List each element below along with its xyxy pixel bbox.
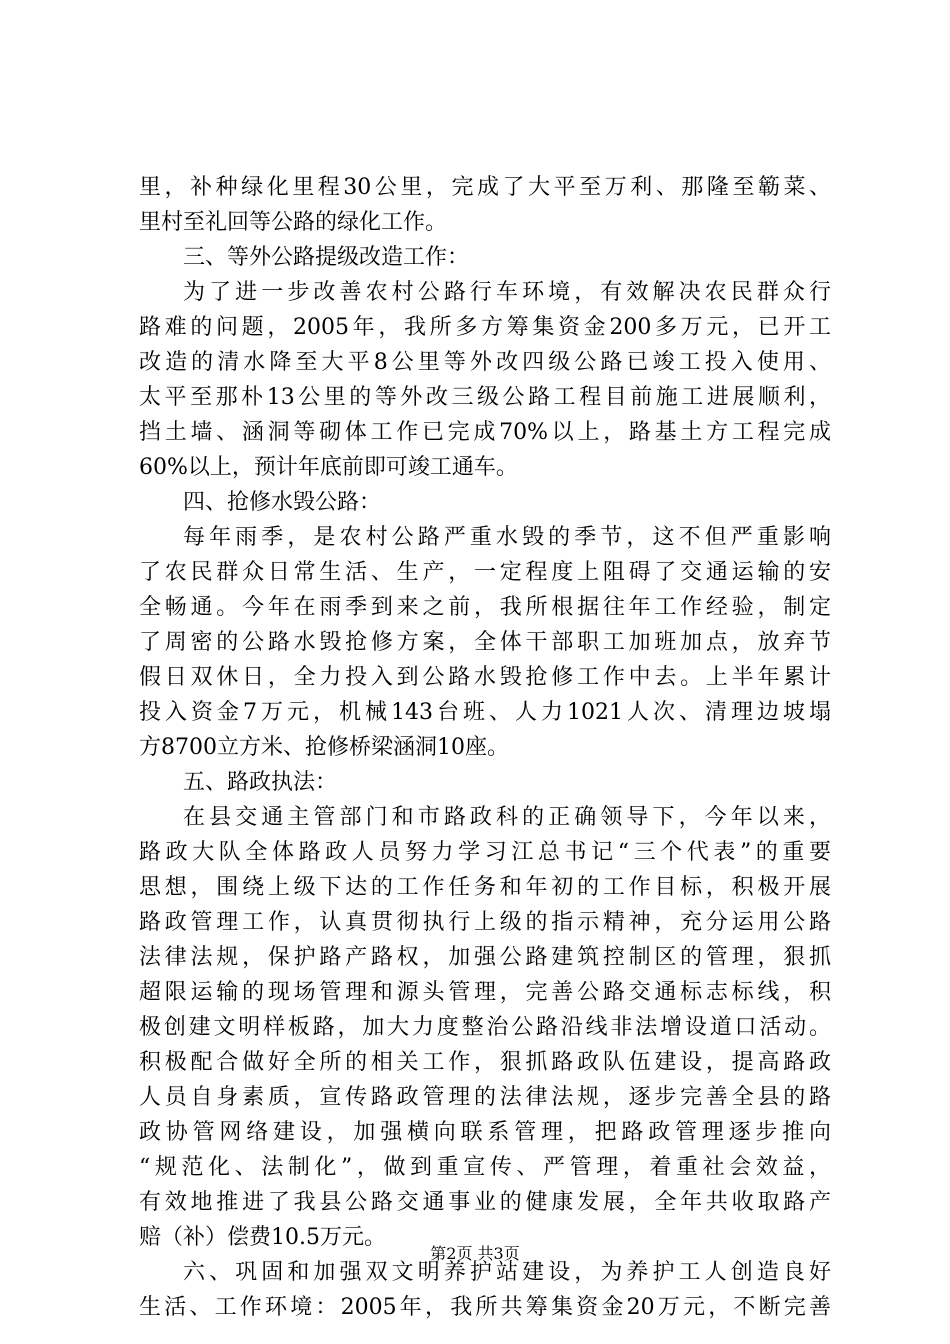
- text-line: 思想，围绕上级下达的工作任务和年初的工作目标，积极开展: [139, 875, 831, 900]
- text-line: 全畅通。今年在雨季到来之前，我所根据往年工作经验，制定: [139, 595, 831, 620]
- text-line: 里村至礼回等公路的绿化工作。: [139, 210, 448, 235]
- document-body: [139, 170, 831, 1325]
- text-line: 生活、工作环境：2005年，我所共筹集资金20万元，不断完善: [139, 1295, 831, 1320]
- paragraph-first-line: 三、等外公路提级改造工作：: [183, 245, 470, 270]
- text-line: 积极配合做好全所的相关工作，狠抓路政队伍建设，提高路政: [139, 1050, 831, 1075]
- paragraph-first-line: 四、抢修水毁公路：: [183, 490, 382, 515]
- text-line: 改造的清水降至大平8公里等外改四级公路已竣工投入使用、: [139, 350, 831, 375]
- text-line: 了农民群众日常生活、生产，一定程度上阻碍了交通运输的安: [139, 560, 831, 585]
- text-line: 政协管网络建设，加强横向联系管理，把路政管理逐步推向: [139, 1120, 831, 1145]
- text-line: 方8700立方米、抢修桥梁涵洞10座。: [139, 735, 509, 760]
- paragraph-first-line: 六、巩固和加强双文明养护站建设，为养护工人创造良好: [183, 1260, 831, 1285]
- paragraph-first-line: 每年雨季，是农村公路严重水毁的季节，这不但严重影响: [183, 525, 831, 550]
- text-line: 里，补种绿化里程30公里，完成了大平至万利、那隆至簕菜、: [139, 175, 831, 200]
- text-line: 路难的问题，2005年，我所多方筹集资金200多万元，已开工: [139, 315, 831, 340]
- page-footer: 第2页 共3页: [430, 1244, 520, 1263]
- text-line: 极创建文明样板路，加大力度整治公路沿线非法增设道口活动。: [139, 1015, 831, 1040]
- text-line: “规范化、法制化”，做到重宣传、严管理，着重社会效益，: [139, 1155, 831, 1180]
- paragraph-first-line: 在县交通主管部门和市路政科的正确领导下，今年以来，: [183, 805, 831, 830]
- text-line: 人员自身素质，宣传路政管理的法律法规，逐步完善全县的路: [139, 1085, 831, 1110]
- text-line: 超限运输的现场管理和源头管理，完善公路交通标志标线，积: [139, 980, 831, 1005]
- text-line: 赔（补）偿费10.5万元。: [139, 1225, 386, 1250]
- text-line: 法律法规，保护路产路权，加强公路建筑控制区的管理，狠抓: [139, 945, 831, 970]
- text-line: 路政管理工作，认真贯彻执行上级的指示精神，充分运用公路: [139, 910, 831, 935]
- text-line: 路政大队全体路政人员努力学习江总书记“三个代表”的重要: [139, 840, 831, 865]
- text-line: 60%以上，预计年底前即可竣工通车。: [139, 455, 518, 480]
- text-line: 有效地推进了我县公路交通事业的健康发展，全年共收取路产: [139, 1190, 831, 1215]
- text-line: 了周密的公路水毁抢修方案，全体干部职工加班加点，放弃节: [139, 630, 831, 655]
- paragraph-first-line: 五、路政执法：: [183, 770, 338, 795]
- paragraph-first-line: 为了进一步改善农村公路行车环境，有效解决农民群众行: [183, 280, 831, 305]
- text-line: 挡土墙、涵洞等砌体工作已完成70%以上，路基土方工程完成: [139, 420, 831, 445]
- text-line: 假日双休日，全力投入到公路水毁抢修工作中去。上半年累计: [139, 665, 831, 690]
- text-line: 投入资金7万元，机械143台班、人力1021人次、清理边坡塌: [139, 700, 831, 725]
- text-line: 太平至那朴13公里的等外改三级公路工程目前施工进展顺利，: [139, 385, 831, 410]
